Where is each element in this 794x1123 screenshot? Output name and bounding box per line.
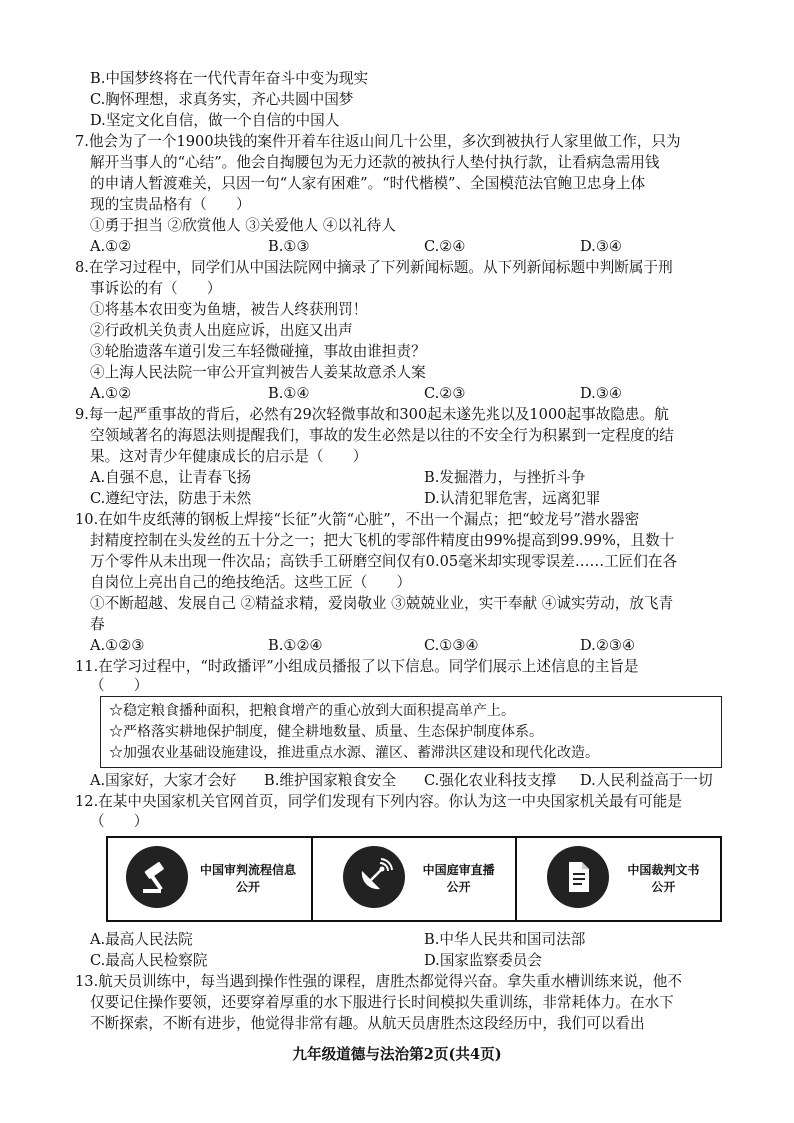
gavel-icon: [126, 846, 188, 908]
q11-option-a: A.国家好，大家才会好: [90, 772, 237, 789]
panel-label-line1: 中国审判流程信息: [199, 863, 296, 877]
q10-option-c: C.①③④: [424, 637, 479, 654]
q8-option-d: D.③④: [580, 385, 622, 402]
q12-option-c: C.最高人民检察院: [90, 952, 208, 969]
q11-box-item: ☆严格落实耕地保护制度，健全耕地数量、质量、生态保护制度体系。: [109, 724, 543, 740]
prev-option-b: B.中国梦终将在一代代青年奋斗中变为现实: [90, 70, 369, 87]
q11-stem-line: （ ）: [90, 677, 149, 694]
q10-option-b: B.①②④: [268, 637, 323, 654]
q7-option-d: D.③④: [580, 238, 622, 255]
q12-stem-line: （ ）: [90, 813, 149, 830]
q8-option-b: B.①④: [268, 385, 310, 402]
panel-label: [615, 862, 711, 896]
prev-option-d: D.坚定文化自信，做一个自信的中国人: [90, 112, 340, 129]
q8-item: ②行政机关负责人出庭应诉，出庭又出声: [90, 322, 353, 339]
q7-stem-line: 的申请人暂渡难关，只因一句“人家有困难”。“时代楷模”、全国模范法官鲍卫忠身上体: [90, 175, 646, 192]
q13-stem-line: 不断探索，不断有进步，他觉得非常有趣。从航天员唐胜杰这段经历中，我们可以看出: [90, 1015, 645, 1032]
q9-option-a: A.自强不息，让青春飞扬: [90, 469, 252, 486]
q8-item: ④上海人民法院一审公开宣判被告人姜某故意杀人案: [90, 364, 426, 381]
satellite-dish-icon: [343, 846, 405, 908]
q11-box-item: ☆加强农业基础设施建设，推进重点水源、灌区、蓄滞洪区建设和现代化改造。: [109, 745, 599, 761]
q7-stem-line: 7.他会为了一个1900块钱的案件开着车往返山间几十公里，多次到被执行人家里做工作，只为: [75, 133, 681, 150]
q13-stem-line: 仅要记住操作要领，还要穿着厚重的水下服进行长时间模拟失重训练，非常耗体力。在水下: [90, 994, 674, 1011]
q11-info-box: [100, 696, 722, 768]
q9-stem-line: 空领域著名的海恩法则提醒我们，事故的发生必然是以往的不安全行为积累到一定程度的结: [90, 427, 674, 444]
q12-option-b: B.中华人民共和国司法部: [424, 931, 586, 948]
q11-stem-line: 11.在学习过程中，“时政播评”小组成员播报了以下信息。同学们展示上述信息的主旨是: [75, 658, 639, 675]
q12-option-a: A.最高人民法院: [90, 931, 193, 948]
panel-label: [192, 862, 304, 896]
q12-website-panel: [106, 836, 722, 922]
q7-stem-line: 现的宝贵品格有（ ）: [90, 196, 251, 213]
panel-label-line1: 中国庭审直播: [422, 863, 495, 877]
panel-label-line2: 公开: [235, 880, 260, 894]
panel-label-line1: 中国裁判文书: [627, 863, 700, 877]
q10-option-a: A.①②③: [90, 637, 145, 654]
q8-item: ③轮胎遗落车道引发三车轻微碰撞，事故由谁担责？: [90, 343, 426, 360]
q7-option-a: A.①②: [90, 238, 132, 255]
q8-stem-line: 事诉讼的有（ ）: [90, 280, 222, 297]
panel-trial-process: [108, 838, 313, 920]
panel-court-live: [313, 838, 518, 920]
q10-choices-cont: 春: [90, 616, 105, 633]
q12-stem-line: 12.在某中央国家机关官网首页，同学们发现有下列内容。你认为这一中央国家机关最有可能是: [75, 793, 682, 810]
q11-option-b: B.维护国家粮食安全: [264, 772, 397, 789]
q8-stem-line: 8.在学习过程中，同学们从中国法院网中摘录了下列新闻标题。从下列新闻标题中判断属于刑: [75, 259, 673, 276]
q11-option-c: C.强化农业科技支撑: [424, 772, 557, 789]
page-footer: 九年级道德与法治第2页(共4页): [292, 1046, 502, 1063]
q9-stem-line: 9.每一起严重事故的背后，必然有29次轻微事故和300起未遂先兆以及1000起事故隐患。航: [75, 406, 669, 423]
q7-option-b: B.①③: [268, 238, 310, 255]
q8-option-c: C.②③: [424, 385, 466, 402]
q9-stem-line: 果。这对青少年健康成长的启示是（ ）: [90, 448, 368, 465]
q10-stem-line: 万个零件从未出现一件次品；高铁手工研磨空间仅有0.05毫米却实现零误差……工匠们在各: [90, 553, 678, 570]
q7-stem-line: 解开当事人的“心结”。他会自掏腰包为无力还款的被执行人垫付执行款，让看病急需用钱: [90, 154, 660, 171]
q10-stem-line: 封精度控制在头发丝的五十分之一；把大飞机的零部件精度由99%提高到99.99%，且数十: [90, 532, 675, 549]
prev-option-c: C.胸怀理想，求真务实，齐心共圆中国梦: [90, 91, 354, 108]
q10-stem-line: 10.在如牛皮纸薄的钢板上焊接“长征”火箭“心脏”，不出一个漏点；把“蛟龙号”潜水器密: [75, 511, 640, 528]
document-icon: [547, 846, 609, 908]
q13-stem-line: 13.航天员训练中，每当遇到操作性强的课程，唐胜杰都觉得兴奋。拿失重水槽训练来说，他不: [75, 973, 682, 990]
q8-option-a: A.①②: [90, 385, 132, 402]
q12-option-d: D.国家监察委员会: [424, 952, 542, 969]
panel-label: [409, 862, 509, 896]
q10-option-d: D.②③④: [580, 637, 636, 654]
q9-option-c: C.遵纪守法，防患于未然: [90, 490, 252, 507]
q10-choices: ①不断超越、发展自己 ②精益求精，爱岗敬业 ③兢兢业业，实干奉献 ④诚实劳动，放飞青: [90, 595, 674, 612]
q10-stem-line: 自岗位上亮出自己的绝技绝活。这些工匠（ ）: [90, 574, 412, 591]
q9-option-b: B.发掘潜力，与挫折斗争: [424, 469, 586, 486]
q8-item: ①将基本农田变为鱼塘，被告人终获刑罚！: [90, 301, 368, 318]
q7-choices: ①勇于担当 ②欣赏他人 ③关爱他人 ④以礼待人: [90, 217, 396, 234]
panel-label-line2: 公开: [651, 880, 676, 894]
q7-option-c: C.②④: [424, 238, 466, 255]
panel-label-line2: 公开: [446, 880, 471, 894]
q11-option-d: D.人民利益高于一切: [580, 772, 713, 789]
q9-option-d: D.认清犯罪危害，远离犯罪: [424, 490, 601, 507]
panel-judgment-docs: [517, 838, 720, 920]
q11-box-item: ☆稳定粮食播种面积，把粮食增产的重心放到大面积提高单产上。: [109, 703, 515, 719]
